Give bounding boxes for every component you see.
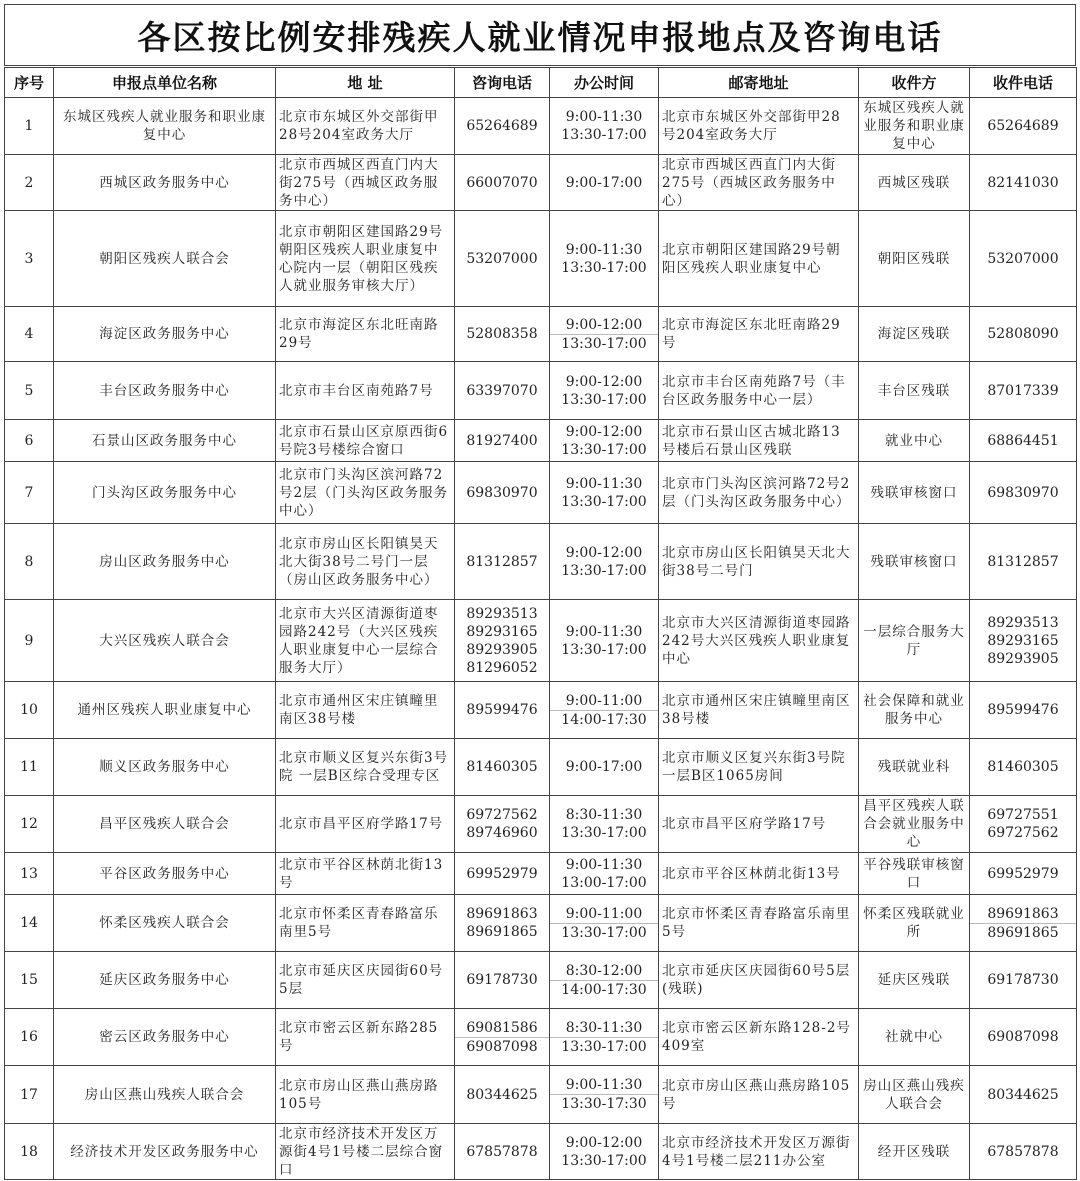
phone-number: 81460305 [466, 759, 538, 775]
phone-number: 89599476 [466, 702, 538, 718]
header-mail-address: 邮寄地址 [659, 68, 859, 98]
unit-name: 房山区燕山残疾人联合会 [54, 1066, 276, 1124]
recipient: 海淀区残联 [859, 307, 970, 362]
address: 北京市海淀区东北旺南路29号 [276, 307, 455, 362]
mail-address: 北京市延庆区庆园街60号5层(残联) [659, 952, 859, 1009]
page-title: 各区按比例安排残疾人就业情况申报地点及咨询电话 [4, 4, 1076, 66]
office-hours [550, 98, 659, 155]
phone-number: 69081586 [466, 1019, 538, 1036]
phone-numbers [455, 211, 550, 307]
unit-name: 顺义区政务服务中心 [54, 739, 276, 796]
phone-number: 89691863 [466, 906, 538, 922]
phone-number: 52808358 [466, 326, 538, 342]
recipient: 昌平区残疾人联合会就业服务中心 [859, 796, 970, 853]
row-number: 2 [5, 155, 54, 211]
phone-number: 69727562 [466, 807, 538, 823]
office-hours-slot: 9:00-11:30 [565, 109, 643, 125]
recipient-phone: 89293513 [987, 614, 1059, 631]
row-number: 3 [5, 211, 54, 307]
header-office-hours: 办公时间 [550, 68, 659, 98]
address: 北京市经济技术开发区万源街4号1号楼二层综合窗口 [276, 1124, 455, 1180]
phone-number: 89746960 [466, 825, 538, 841]
phone-number: 53207000 [466, 250, 538, 267]
recipient-phone: 65264689 [987, 118, 1059, 134]
office-hours-slot: 9:00-12:00 [565, 544, 643, 561]
recipient-phones [970, 739, 1077, 796]
office-hours-slot: 9:00-17:00 [565, 759, 643, 775]
address: 北京市房山区燕山燕房路105号 [276, 1066, 455, 1124]
office-hours-slot: 9:00-11:30 [565, 475, 643, 492]
phone-numbers [455, 307, 550, 362]
recipient: 残联就业科 [859, 739, 970, 796]
office-hours [550, 600, 659, 682]
address: 北京市门头沟区滨河路72号2层（门头沟区政务服务中心） [276, 462, 455, 524]
recipient-phones [970, 155, 1077, 211]
phone-number: 89293905 [466, 641, 538, 658]
table-row [5, 307, 1077, 362]
recipient-phones [970, 307, 1077, 362]
mail-address: 北京市石景山区古城北路13号楼后石景山区残联 [659, 420, 859, 462]
phone-numbers [455, 796, 550, 853]
recipient-phone: 69727551 [987, 807, 1059, 823]
table-row [5, 1124, 1077, 1180]
mail-address: 北京市怀柔区青春路富乐南里5号 [659, 895, 859, 952]
recipient-phone: 68864451 [987, 432, 1059, 449]
table-row [5, 362, 1077, 420]
recipient-phone: 89691865 [987, 924, 1059, 941]
unit-name: 丰台区政务服务中心 [54, 362, 276, 420]
recipient-phones [970, 98, 1077, 155]
office-hours [550, 682, 659, 739]
address: 北京市丰台区南苑路7号 [276, 362, 455, 420]
office-hours [550, 462, 659, 524]
recipient: 经开区残联 [859, 1124, 970, 1180]
office-hours-slot: 13:30-17:00 [561, 825, 647, 841]
row-number: 9 [5, 600, 54, 682]
table-row [5, 524, 1077, 600]
office-hours-slot: 13:30-17:00 [561, 391, 647, 408]
recipient-phones [970, 420, 1077, 462]
recipient: 平谷残联审核窗口 [859, 853, 970, 895]
office-hours [550, 739, 659, 796]
row-number: 17 [5, 1066, 54, 1124]
unit-name: 海淀区政务服务中心 [54, 307, 276, 362]
office-hours-slot: 13:30-17:30 [561, 1096, 647, 1112]
recipient-phone: 69727562 [987, 825, 1059, 841]
mail-address: 北京市门头沟区滨河路72号2层（门头沟区政务服务中心） [659, 462, 859, 524]
phone-numbers [455, 1009, 550, 1066]
office-hours-slot: 13:30-17:00 [561, 562, 647, 579]
phone-numbers [455, 682, 550, 739]
office-hours [550, 211, 659, 307]
recipient-phones [970, 462, 1077, 524]
recipient-phone: 81460305 [987, 759, 1059, 775]
recipient-phones [970, 362, 1077, 420]
phone-numbers [455, 952, 550, 1009]
office-hours [550, 1124, 659, 1180]
recipient: 就业中心 [859, 420, 970, 462]
office-hours-slot: 13:30-17:00 [561, 1038, 647, 1055]
office-hours-slot: 14:00-17:30 [561, 981, 647, 998]
table-row [5, 952, 1077, 1009]
phone-numbers [455, 895, 550, 952]
unit-name: 石景山区政务服务中心 [54, 420, 276, 462]
office-hours-slot: 8:30-11:30 [565, 1019, 643, 1036]
office-hours-slot: 9:00-11:30 [565, 856, 643, 873]
phone-numbers [455, 600, 550, 682]
recipient: 延庆区残联 [859, 952, 970, 1009]
unit-name: 东城区残疾人就业服务和职业康复中心 [54, 98, 276, 155]
row-number: 8 [5, 524, 54, 600]
table-row [5, 1066, 1077, 1124]
table-row [5, 853, 1077, 895]
office-hours [550, 895, 659, 952]
mail-address: 北京市房山区燕山燕房路105号 [659, 1066, 859, 1124]
row-number: 11 [5, 739, 54, 796]
recipient-phone: 82141030 [987, 174, 1059, 191]
unit-name: 经济技术开发区政务服务中心 [54, 1124, 276, 1180]
table-row [5, 796, 1077, 853]
row-number: 4 [5, 307, 54, 362]
header-address: 地 址 [276, 68, 455, 98]
header-recipient-phone: 收件电话 [970, 68, 1077, 98]
recipient-phone: 69952979 [987, 865, 1059, 882]
phone-number: 69952979 [466, 865, 538, 882]
row-number: 5 [5, 362, 54, 420]
office-hours [550, 524, 659, 600]
mail-address: 北京市平谷区林荫北街13号 [659, 853, 859, 895]
address: 北京市大兴区清源街道枣园路242号（大兴区残疾人职业康复中心一层综合服务大厅） [276, 600, 455, 682]
office-hours [550, 853, 659, 895]
unit-name: 密云区政务服务中心 [54, 1009, 276, 1066]
table-header-row [5, 68, 1077, 98]
header-no: 序号 [5, 68, 54, 98]
table-row [5, 420, 1077, 462]
unit-name: 房山区政务服务中心 [54, 524, 276, 600]
unit-name: 通州区残疾人职业康复中心 [54, 682, 276, 739]
recipient-phones [970, 1066, 1077, 1124]
office-hours-slot: 13:30-17:00 [561, 127, 647, 143]
unit-name: 怀柔区残疾人联合会 [54, 895, 276, 952]
mail-address: 北京市西城区西直门内大街275号（西城区政务服务中心） [659, 155, 859, 211]
recipient-phone: 81312857 [987, 553, 1059, 570]
mail-address: 北京市丰台区南苑路7号（丰台区政务服务中心一层） [659, 362, 859, 420]
recipient: 残联审核窗口 [859, 462, 970, 524]
office-hours-slot: 9:00-12:00 [565, 373, 643, 390]
header-unit-name: 申报点单位名称 [54, 68, 276, 98]
unit-name: 大兴区残疾人联合会 [54, 600, 276, 682]
office-hours-slot: 9:00-12:00 [565, 423, 643, 440]
recipient-phones [970, 682, 1077, 739]
office-hours-slot: 13:00-17:00 [561, 874, 647, 891]
office-hours-slot: 13:30-17:00 [561, 259, 647, 276]
phone-numbers [455, 1066, 550, 1124]
phone-numbers [455, 362, 550, 420]
recipient-phone: 89293165 [987, 632, 1059, 649]
row-number: 7 [5, 462, 54, 524]
office-hours-slot: 8:30-11:30 [565, 807, 643, 823]
row-number: 6 [5, 420, 54, 462]
unit-name: 昌平区残疾人联合会 [54, 796, 276, 853]
phone-numbers [455, 524, 550, 600]
phone-number: 80344625 [466, 1086, 538, 1103]
mail-address: 北京市海淀区东北旺南路29号 [659, 307, 859, 362]
row-number: 16 [5, 1009, 54, 1066]
address: 北京市昌平区府学路17号 [276, 796, 455, 853]
table-row [5, 211, 1077, 307]
address: 北京市延庆区庆园街60号5层 [276, 952, 455, 1009]
unit-name: 门头沟区政务服务中心 [54, 462, 276, 524]
address: 北京市平谷区林荫北街13号 [276, 853, 455, 895]
table-row [5, 1009, 1077, 1066]
recipient-phone: 52808090 [987, 326, 1059, 342]
office-hours [550, 420, 659, 462]
phone-numbers [455, 462, 550, 524]
row-number: 15 [5, 952, 54, 1009]
recipient-phones [970, 1124, 1077, 1180]
recipient-phone: 87017339 [987, 382, 1059, 399]
phone-number: 65264689 [466, 118, 538, 134]
table-row [5, 739, 1077, 796]
phone-number: 69830970 [466, 484, 538, 501]
recipient-phone: 89691863 [987, 905, 1059, 922]
header-recipient: 收件方 [859, 68, 970, 98]
phone-number: 81927400 [466, 432, 538, 449]
unit-name: 平谷区政务服务中心 [54, 853, 276, 895]
table-row [5, 682, 1077, 739]
address: 北京市西城区西直门内大街275号（西城区政务服务中心） [276, 155, 455, 211]
recipient-phones [970, 796, 1077, 853]
address: 北京市房山区长阳镇昊天北大街38号二号门一层（房山区政务服务中心） [276, 524, 455, 600]
phone-numbers [455, 98, 550, 155]
phone-number: 69087098 [466, 1038, 538, 1055]
phone-number: 63397070 [466, 382, 538, 399]
office-hours-slot: 13:30-17:00 [561, 493, 647, 510]
office-hours-slot: 9:00-11:00 [565, 692, 643, 709]
phone-numbers [455, 420, 550, 462]
mail-address: 北京市房山区长阳镇昊天北大街38号二号门 [659, 524, 859, 600]
recipient: 东城区残疾人就业服务和职业康复中心 [859, 98, 970, 155]
mail-address: 北京市密云区新东路128-2号409室 [659, 1009, 859, 1066]
phone-numbers [455, 155, 550, 211]
phone-number: 89293165 [466, 623, 538, 640]
recipient-phone: 67857878 [987, 1143, 1059, 1160]
mail-address: 北京市朝阳区建国路29号朝阳区残疾人职业康复中心 [659, 211, 859, 307]
mail-address: 北京市经济技术开发区万源街4号1号楼二层211办公室 [659, 1124, 859, 1180]
mail-address: 北京市通州区宋庄镇疃里南区38号楼 [659, 682, 859, 739]
header-phone: 咨询电话 [455, 68, 550, 98]
phone-number: 69178730 [466, 972, 538, 988]
row-number: 13 [5, 853, 54, 895]
unit-name: 延庆区政务服务中心 [54, 952, 276, 1009]
recipient-phones [970, 600, 1077, 682]
office-hours [550, 1009, 659, 1066]
phone-number: 81296052 [466, 659, 538, 676]
office-hours [550, 796, 659, 853]
phone-numbers [455, 739, 550, 796]
office-hours-slot: 14:00-17:30 [561, 711, 647, 728]
recipient: 一层综合服务大厅 [859, 600, 970, 682]
address: 北京市朝阳区建国路29号朝阳区残疾人职业康复中心院内一层（朝阳区残疾人就业服务审核大厅） [276, 211, 455, 307]
recipient: 残联审核窗口 [859, 524, 970, 600]
recipient-phones [970, 952, 1077, 1009]
recipient-phone: 89599476 [987, 702, 1059, 718]
office-hours-slot: 9:00-12:00 [565, 316, 643, 333]
table-row [5, 895, 1077, 952]
unit-name: 朝阳区残疾人联合会 [54, 211, 276, 307]
phone-number: 89691865 [466, 924, 538, 940]
office-hours-slot: 8:30-12:00 [565, 962, 643, 979]
address: 北京市通州区宋庄镇疃里南区38号楼 [276, 682, 455, 739]
office-hours [550, 362, 659, 420]
office-hours-slot: 13:30-17:00 [561, 441, 647, 458]
recipient: 丰台区残联 [859, 362, 970, 420]
recipient-phone: 69178730 [987, 972, 1059, 988]
address: 北京市怀柔区青春路富乐南里5号 [276, 895, 455, 952]
address: 北京市东城区外交部街甲28号204室政务大厅 [276, 98, 455, 155]
phone-number: 89293513 [466, 605, 538, 622]
recipient-phone: 69830970 [987, 484, 1059, 501]
office-hours-slot: 9:00-11:30 [565, 623, 643, 640]
recipient-phone: 89293905 [987, 650, 1059, 667]
office-hours-slot: 9:00-11:30 [565, 241, 643, 258]
row-number: 18 [5, 1124, 54, 1180]
office-hours-slot: 13:30-17:00 [561, 1152, 647, 1169]
office-hours-slot: 13:30-17:00 [561, 335, 647, 352]
phone-number: 66007070 [466, 174, 538, 191]
office-hours-slot: 9:00-12:00 [565, 1134, 643, 1151]
recipient-phone: 69087098 [987, 1029, 1059, 1045]
recipient-phones [970, 895, 1077, 952]
recipient-phone: 53207000 [987, 250, 1059, 267]
mail-address: 北京市大兴区清源街道枣园路242号大兴区残疾人职业康复中心 [659, 600, 859, 682]
office-hours [550, 307, 659, 362]
address: 北京市密云区新东路285号 [276, 1009, 455, 1066]
office-hours-slot: 13:30-17:00 [561, 641, 647, 658]
mail-address: 北京市顺义区复兴东街3号院 一层B区1065房间 [659, 739, 859, 796]
phone-numbers [455, 1124, 550, 1180]
recipient-phones [970, 524, 1077, 600]
row-number: 12 [5, 796, 54, 853]
phone-number: 81312857 [466, 553, 538, 570]
office-hours-slot: 9:00-17:00 [565, 174, 643, 191]
service-points-table [4, 67, 1077, 1180]
recipient: 社就中心 [859, 1009, 970, 1066]
office-hours-slot: 13:30-17:00 [561, 924, 647, 941]
office-hours [550, 155, 659, 211]
office-hours-slot: 9:00-11:30 [565, 1077, 643, 1093]
row-number: 10 [5, 682, 54, 739]
office-hours [550, 1066, 659, 1124]
recipient-phones [970, 211, 1077, 307]
recipient: 社会保障和就业服务中心 [859, 682, 970, 739]
mail-address: 北京市昌平区府学路17号 [659, 796, 859, 853]
office-hours [550, 952, 659, 1009]
recipient: 怀柔区残联就业所 [859, 895, 970, 952]
unit-name: 西城区政务服务中心 [54, 155, 276, 211]
phone-numbers [455, 853, 550, 895]
recipient-phones [970, 1009, 1077, 1066]
recipient: 西城区残联 [859, 155, 970, 211]
row-number: 14 [5, 895, 54, 952]
recipient-phones [970, 853, 1077, 895]
recipient-phone: 80344625 [987, 1086, 1059, 1103]
address: 北京市石景山区京原西街6号院3号楼综合窗口 [276, 420, 455, 462]
address: 北京市顺义区复兴东街3号院 一层B区综合受理专区 [276, 739, 455, 796]
mail-address: 北京市东城区外交部街甲28号204室政务大厅 [659, 98, 859, 155]
office-hours-slot: 9:00-11:00 [565, 905, 643, 922]
table-row [5, 98, 1077, 155]
recipient: 朝阳区残联 [859, 211, 970, 307]
table-row [5, 155, 1077, 211]
phone-number: 67857878 [466, 1143, 538, 1160]
recipient: 房山区燕山残疾人联合会 [859, 1066, 970, 1124]
table-row [5, 462, 1077, 524]
table-row [5, 600, 1077, 682]
row-number: 1 [5, 98, 54, 155]
